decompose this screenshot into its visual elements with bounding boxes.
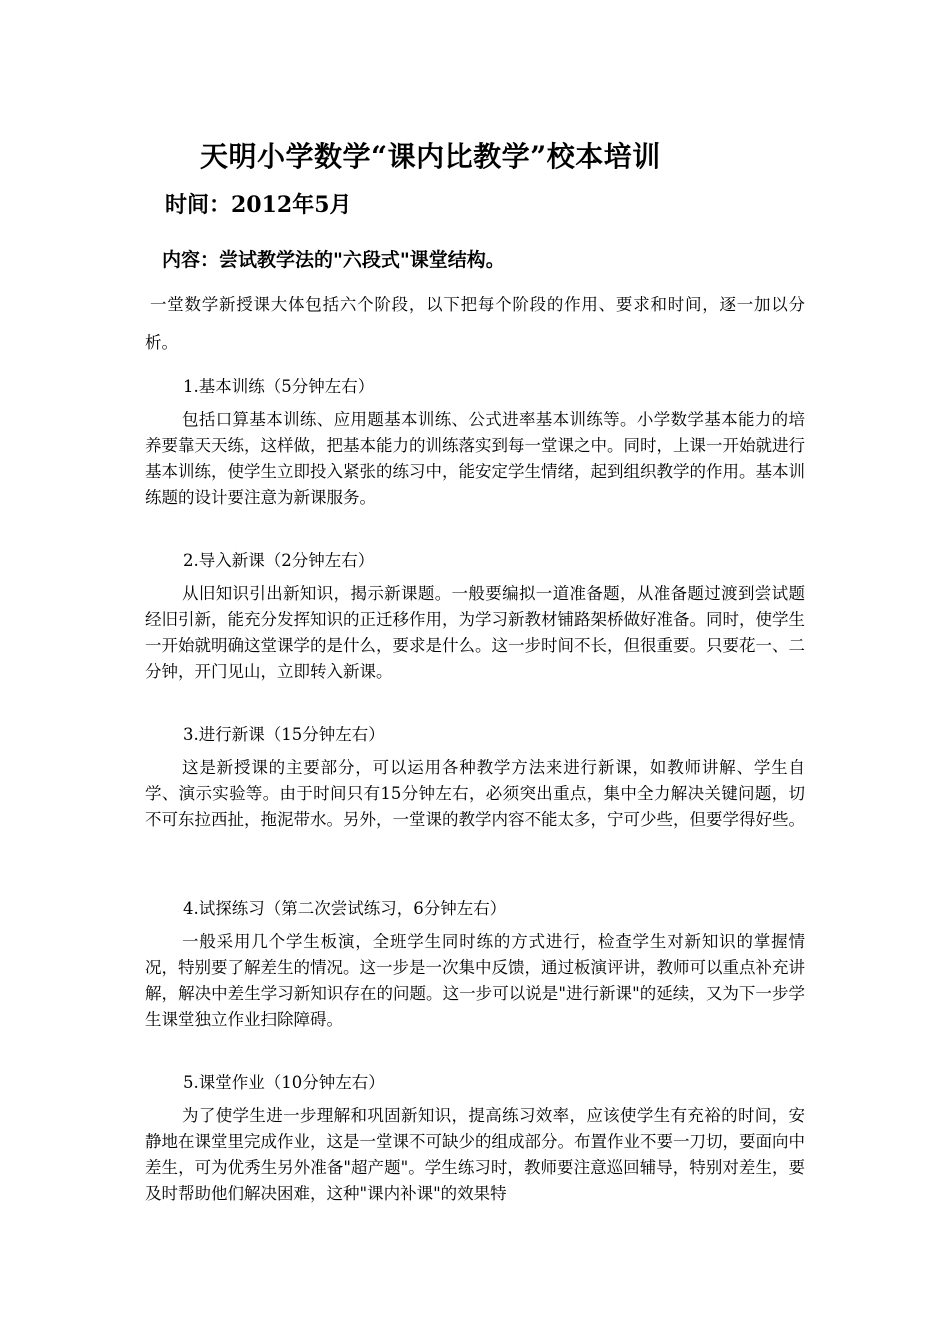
section-4-heading: 4.试探练习（第二次尝试练习，6分钟左右） [183, 899, 507, 918]
section-4-body: 一般采用几个学生板演，全班学生同时练的方式进行，检查学生对新知识的掌握情况，特别要了解差生的情况。这一步是一次集中反馈，通过板演评讲，教师可以重点补充讲解，解决中差生学习新知识存在的问题。这一步可以说是"进行新课"的延续，又为下一步学生课堂独立作业扫除障碍。 [145, 932, 805, 1029]
section-1-body: 包括口算基本训练、应用题基本训练、公式进率基本训练等。小学数学基本能力的培养要靠天天练，这样做，把基本能力的训练落实到每一堂课之中。同时，上课一开始就进行基本训练，使学生立即投入紧张的练习中，能安定学生情绪，起到组织教学的作用。基本训练题的设计要注意为新课服务。 [145, 410, 805, 507]
document-content-topic: 内容：尝试教学法的"六段式"课堂结构。 [162, 249, 505, 271]
section-5-heading: 5.课堂作业（10分钟左右） [183, 1073, 385, 1092]
document-title: 天明小学数学“课内比教学”校本培训 [200, 140, 661, 173]
section-3-body: 这是新授课的主要部分，可以运用各种教学方法来进行新课，如教师讲解、学生自学、演示实验等。由于时间只有15分钟左右，必须突出重点，集中全力解决关键问题，切不可东拉西扯，拖泥带水。另外，一堂课的教学内容不能太多，宁可少些，但要学得好些。 [145, 758, 805, 829]
document-time: 时间：2012年5月 [165, 192, 352, 218]
intro-paragraph: 一堂数学新授课大体包括六个阶段，以下把每个阶段的作用、要求和时间，逐一加以分析。 [145, 295, 805, 352]
section-2-body: 从旧知识引出新知识，揭示新课题。一般要编拟一道准备题，从准备题过渡到尝试题经旧引新，能充分发挥知识的正迁移作用，为学习新教材铺路架桥做好准备。同时，使学生一开始就明确这堂课学的是什么，要求是什么。这一步时间不长，但很重要。只要花一、二分钟，开门见山，立即转入新课。 [145, 584, 805, 681]
section-2-heading: 2.导入新课（2分钟左右） [183, 551, 375, 570]
section-1-heading: 1.基本训练（5分钟左右） [183, 377, 375, 396]
section-3-heading: 3.进行新课（15分钟左右） [183, 725, 385, 744]
section-5-body: 为了使学生进一步理解和巩固新知识，提高练习效率，应该使学生有充裕的时间，安静地在课堂里完成作业，这是一堂课不可缺少的组成部分。布置作业不要一刀切，要面向中差生，可为优秀生另外准备"超产题"。学生练习时，教师要注意巡回辅导，特别对差生，要及时帮助他们解决困难，这种"课内补课"的效果特 [145, 1106, 805, 1203]
